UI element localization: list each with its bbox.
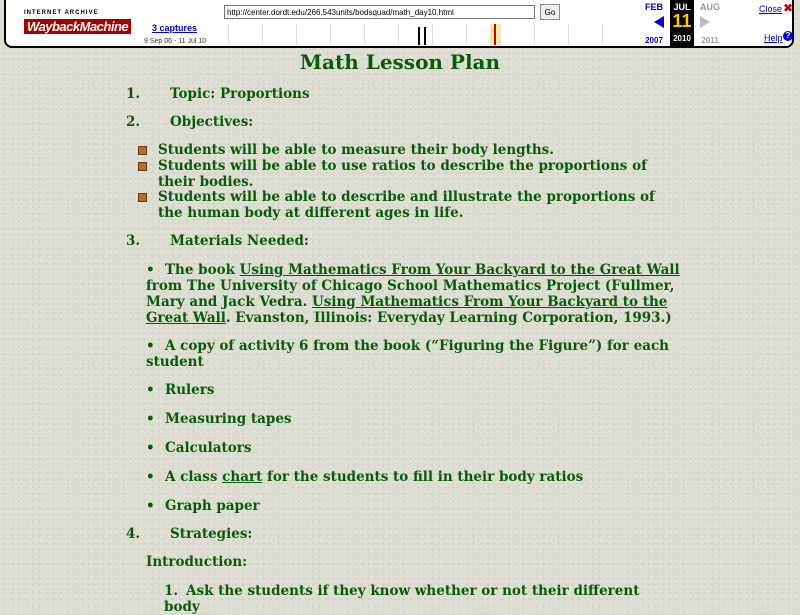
material-text: A copy of activity 6 from the book (“Figuring the Figure”) for each student xyxy=(146,338,669,370)
material-item-chart xyxy=(146,469,686,485)
wayback-logo[interactable] xyxy=(16,6,129,40)
material-item-calculators xyxy=(146,440,686,456)
chart-suffix: for the students to fill in their body ratios xyxy=(262,469,584,485)
next-capture-arrow-icon xyxy=(700,16,710,28)
wayback-toolbar xyxy=(4,0,794,48)
strategy-number: 1. xyxy=(164,583,179,599)
chart-link[interactable]: chart xyxy=(222,469,263,485)
material-text: Measuring tapes xyxy=(165,411,292,427)
next-year: 2011 xyxy=(701,36,719,45)
prev-year[interactable]: 2007 xyxy=(645,36,663,45)
current-month: JUL xyxy=(673,2,691,12)
section-number: 1. xyxy=(126,86,141,102)
bullet-icon: • xyxy=(146,411,155,427)
current-capture-marker xyxy=(494,24,496,45)
bullet-icon: • xyxy=(146,338,155,354)
close-link[interactable]: Close xyxy=(759,4,783,14)
close-icon[interactable]: ✖ xyxy=(783,1,794,15)
objective-text: Students will be able to use ratios to describe the proportions of their bodies. xyxy=(158,158,647,190)
wayback-logo-top: INTERNET ARCHIVE xyxy=(24,10,99,16)
bullet-icon: • xyxy=(146,498,155,514)
objective-text: Students will be able to measure their body lengths. xyxy=(158,142,554,158)
section-number: 3. xyxy=(126,233,141,249)
book-link-2[interactable]: Using Mathematics From Your Backyard to the Great Wall xyxy=(146,294,668,326)
book-mid: from The University of Chicago School Mathematics Project (Fullmer, Mary and Jack Vedra. xyxy=(146,278,675,310)
book-link[interactable]: Using Mathematics From Your Backyard to the Great Wall xyxy=(239,262,680,278)
bullet-icon: • xyxy=(146,382,155,398)
material-item-book xyxy=(146,262,686,326)
captures-link[interactable]: 3 captures xyxy=(152,23,198,33)
book-suffix: . Evanston, Illinois: Everyday Learning Corporation, 1993.) xyxy=(225,310,672,326)
material-text: Graph paper xyxy=(165,498,260,514)
help-icon[interactable]: ? xyxy=(783,31,793,41)
objective-item xyxy=(138,142,668,158)
prev-month[interactable]: FEB xyxy=(645,2,663,12)
objective-text: Students will be able to describe and illustrate the proportions of the human body at different ages in life. xyxy=(158,189,655,221)
section-materials xyxy=(126,233,309,249)
objective-item xyxy=(138,158,668,190)
captures-range: 9 Sep 06 - 11 Jul 10 xyxy=(144,38,207,45)
section-label: Strategies: xyxy=(170,526,253,542)
square-bullet-icon xyxy=(138,146,147,155)
introduction-heading: Introduction: xyxy=(146,554,248,570)
current-day: 11 xyxy=(672,11,692,31)
section-number: 4. xyxy=(126,526,141,542)
current-capture-date xyxy=(670,0,694,46)
capture-mark xyxy=(424,27,426,45)
chart-prefix: A class xyxy=(165,469,223,485)
book-prefix: The book xyxy=(165,262,240,278)
section-strategies xyxy=(126,526,252,542)
prev-capture-arrow-icon[interactable] xyxy=(654,16,664,28)
strategy-item xyxy=(164,583,664,615)
material-text: Calculators xyxy=(165,440,252,456)
page-title: Math Lesson Plan xyxy=(299,50,501,74)
material-text: Rulers xyxy=(165,382,215,398)
section-label: Topic: Proportions xyxy=(170,86,310,102)
section-label: Objectives: xyxy=(170,114,254,130)
section-label: Materials Needed: xyxy=(170,233,309,249)
capture-mark xyxy=(418,27,420,45)
material-item-copy xyxy=(146,338,686,370)
section-objectives xyxy=(126,114,253,130)
url-input[interactable] xyxy=(224,5,535,19)
bullet-icon: • xyxy=(146,440,155,456)
section-number: 2. xyxy=(126,114,141,130)
section-topic xyxy=(126,86,310,102)
strategy-text: Ask the students if they know whether or not their different body xyxy=(164,583,640,615)
capture-sparkline[interactable] xyxy=(228,24,636,45)
bullet-icon: • xyxy=(146,262,155,278)
material-item-tapes xyxy=(146,411,686,427)
square-bullet-icon xyxy=(138,162,147,171)
objective-item xyxy=(138,189,668,221)
wayback-logo-main: WaybackMachine xyxy=(24,19,131,34)
material-item-graph xyxy=(146,498,686,514)
material-item-rulers xyxy=(146,382,686,398)
square-bullet-icon xyxy=(138,193,147,202)
next-month: AUG xyxy=(700,2,720,12)
bullet-icon: • xyxy=(146,469,155,485)
current-year: 2010 xyxy=(673,34,691,43)
help-link[interactable]: Help xyxy=(764,33,783,43)
go-button[interactable]: Go xyxy=(540,4,560,20)
